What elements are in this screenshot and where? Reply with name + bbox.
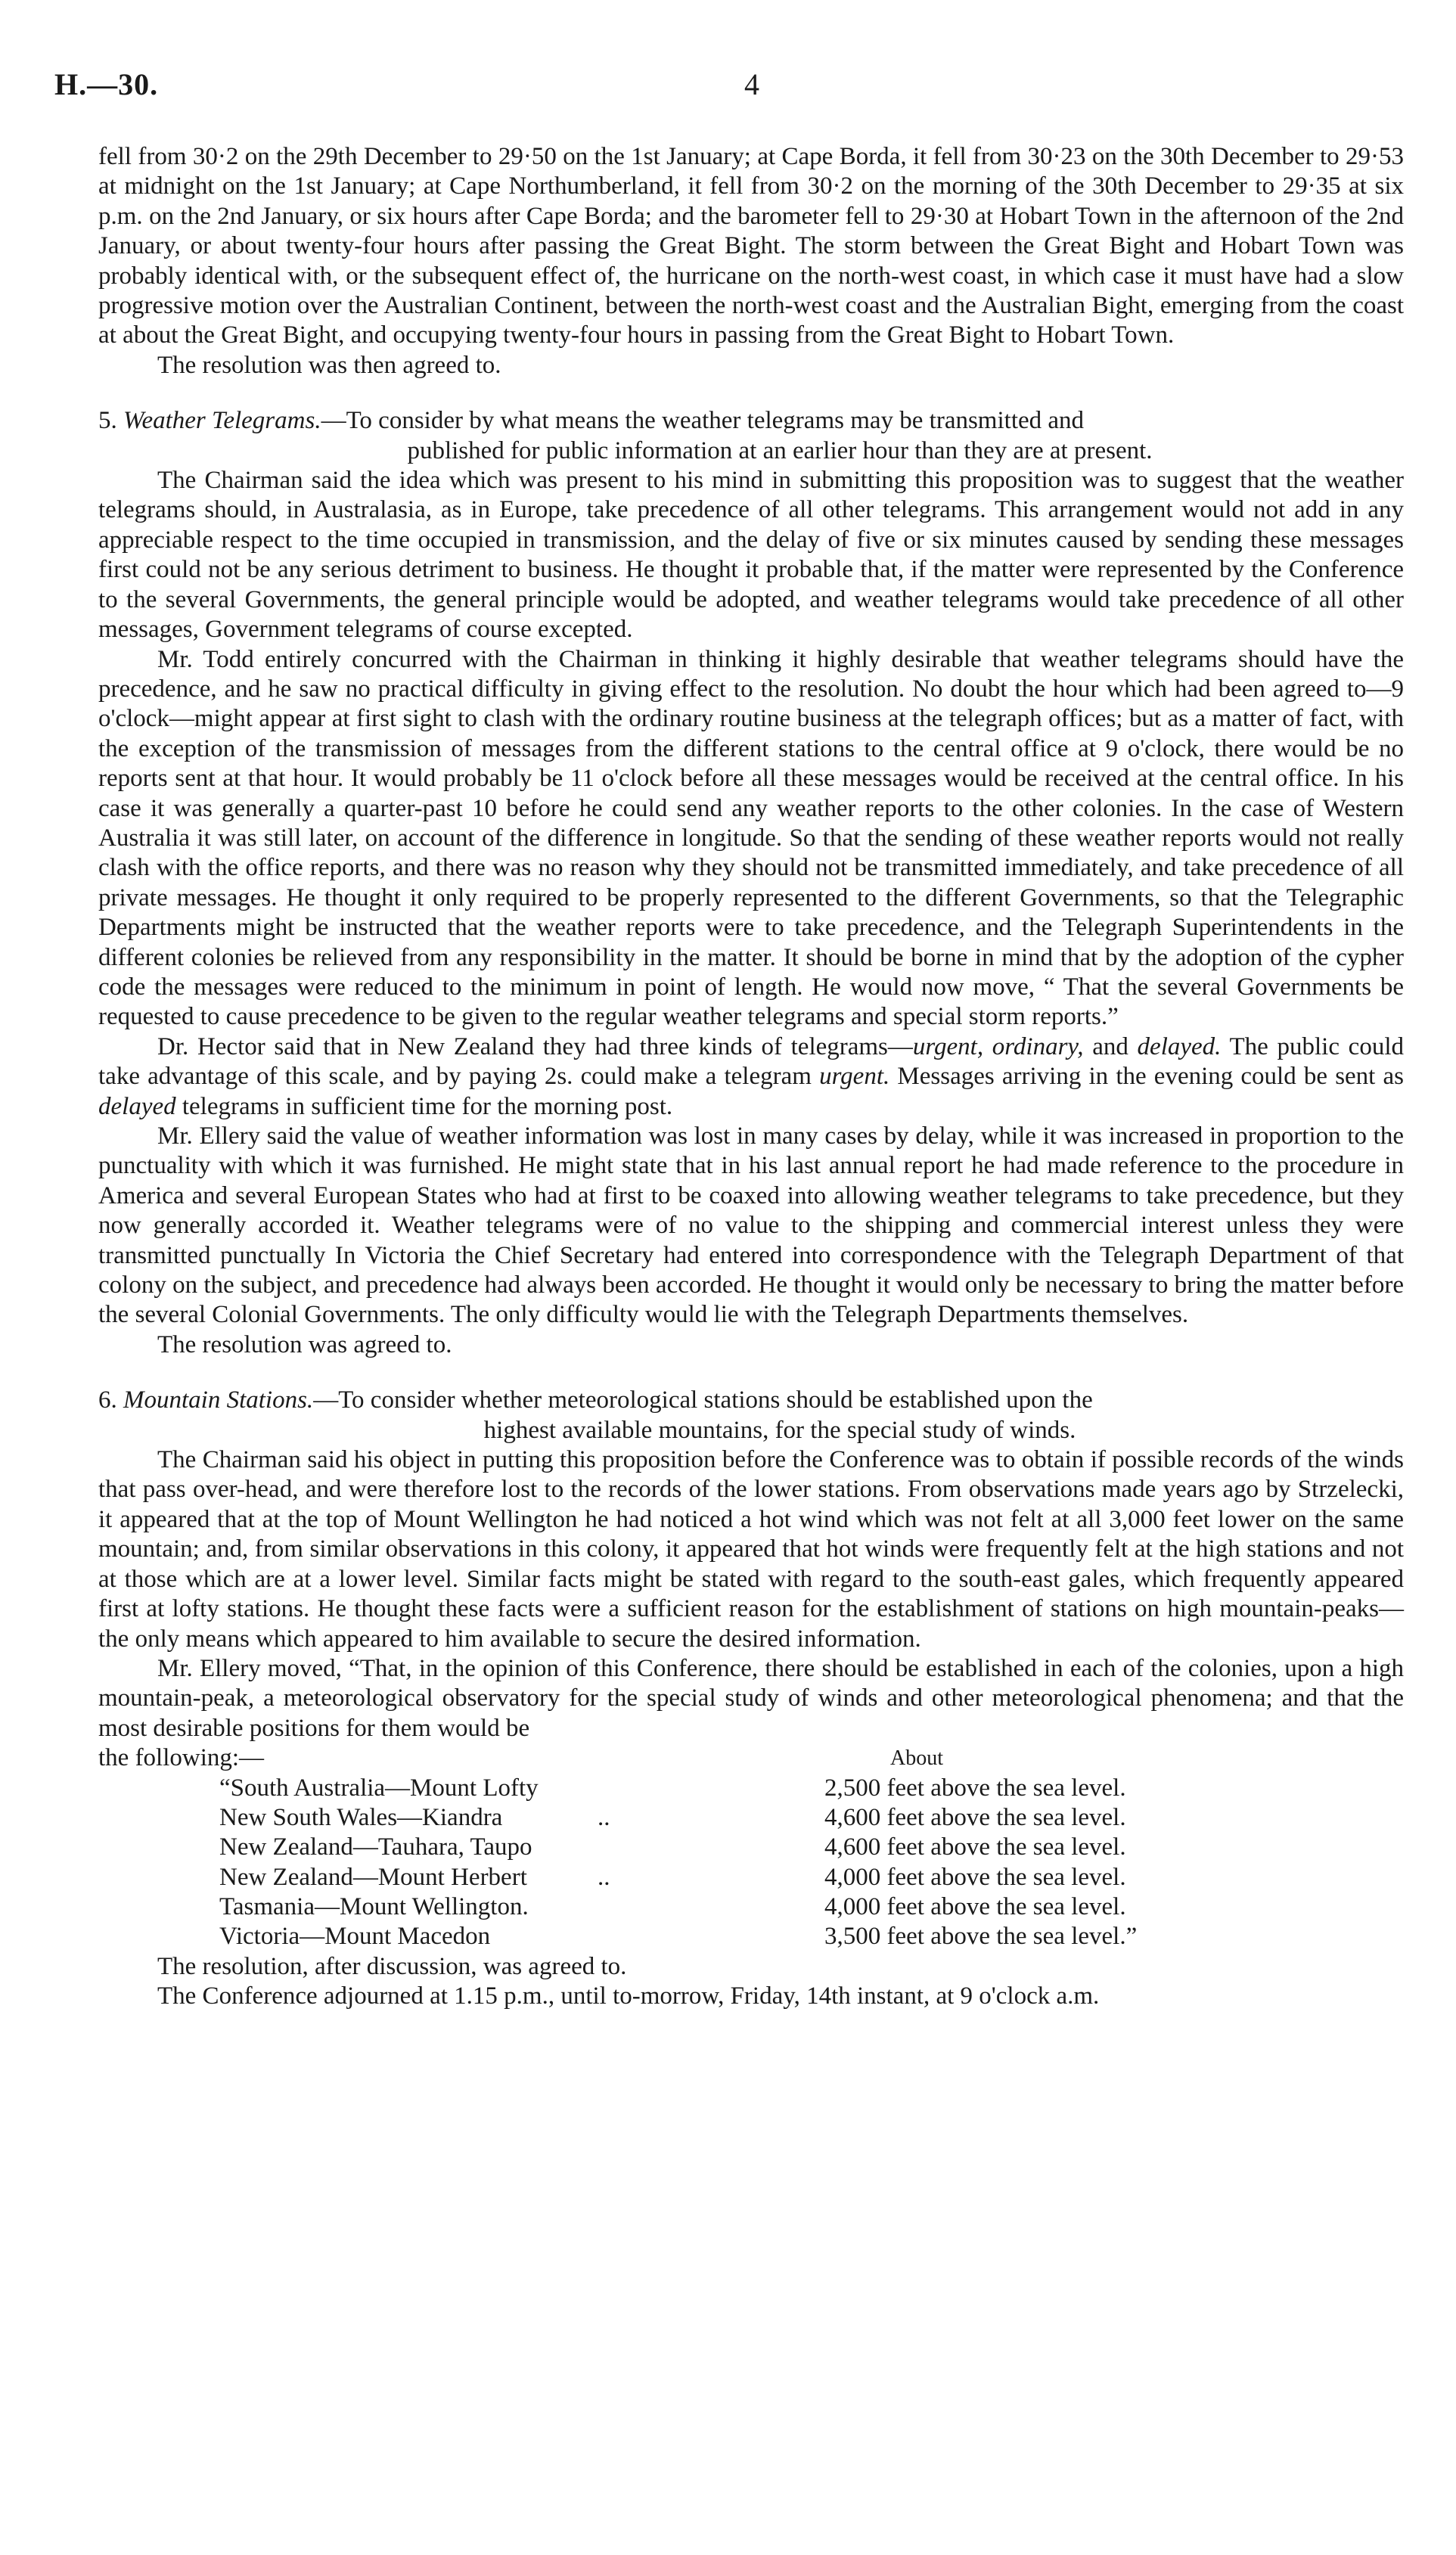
italic-term: ordinary, <box>992 1032 1084 1060</box>
station-height: 4,600 feet above the sea level. <box>824 1833 1126 1861</box>
leader-dots: .. <box>598 1863 610 1891</box>
station-height: 3,500 feet above the sea level.” <box>824 1923 1138 1951</box>
section-text: —To consider whether meteorological stations should be established upon the <box>313 1386 1093 1414</box>
list-item <box>98 1774 1404 1803</box>
station-height: 4,600 feet above the sea level. <box>824 1803 1126 1831</box>
paragraph-mr-ellery-telegrams: Mr. Ellery said the value of weather information was lost in many cases by delay, while it was increased in proportion to the punctuality with which it was furnished. He might state that in his last annual report he had made reference to the procedure in America and several European States who had at first to be coaxed into allowing weather telegrams to take precedence, but they now generally accorded it. Weather telegrams were of no value to the shipping and commercial interest unless they were transmitted punctually In Victoria the Chief Secretary had entered into correspondence with the Telegraph Department of that colony on the subject, and precedence had always been accorded. He thought it would only be necessary to bring the matter before the several Colonial Governments. The only difficulty would lie with the Telegraph Departments themselves. <box>98 1122 1404 1329</box>
station-place: Victoria—Mount Macedon <box>219 1923 491 1951</box>
paragraph-resolution-agreed: The resolution was then agreed to. <box>157 351 501 379</box>
section-number: 6. <box>98 1386 117 1414</box>
section-subtext: published for public information at an earlier hour than they are at present. <box>407 436 1153 464</box>
text-run: and <box>1083 1032 1138 1060</box>
paragraph-chairman-mountains: The Chairman said his object in putting this proposition before the Conference was to obtain if possible records of the winds that pass over-head, and were therefore lost to the records of the lower stations. From observations made years ago by Strzelecki, it appeared that at the top of Mount Wellington he had noticed a hot wind which was not felt at all 3,000 feet lower on the same mountain; and, from similar observations in this colony, it appeared that hot winds were frequently felt at the high stations and not at those which are at a lower level. Similar facts might be stated with regard to the south-east gales, which frequently appeared first at lofty stations. He thought these facts were a sufficient reason for the establishment of stations on high mountain-peaks—the only means which appeared to him available to secure the desired information. <box>98 1446 1404 1653</box>
list-item <box>98 1892 1404 1922</box>
list-item <box>98 1922 1404 1951</box>
section-title: Mountain Stations. <box>123 1386 314 1414</box>
section-weather-telegrams <box>98 406 1404 466</box>
list-item <box>98 1863 1404 1892</box>
text-run: telegrams in sufficient time for the morning post. <box>175 1092 673 1120</box>
station-place: New Zealand—Mount Herbert <box>219 1863 527 1891</box>
list-intro: the following:— <box>98 1744 265 1772</box>
section-title: Weather Telegrams. <box>123 407 321 435</box>
station-place: New South Wales—Kiandra <box>219 1803 503 1831</box>
section-subtext: highest available mountains, for the special study of winds. <box>483 1416 1076 1444</box>
paragraph-barometer-readings: fell from 30·2 on the 29th December to 29·50 on the 1st January; at Cape Borda, it fell from 30·23 on the 30th December to 29·53 at midnight on the 1st January; at Cape Northumberland, it fell from 30·2 on the morning of the 30th December to 29·35 at six p.m. on the 2nd January, or six hours after Cape Borda; and the barometer fell to 29·30 at Hobart Town in the afternoon of the 2nd January, or about twenty-four hours after passing the Great Bight. The storm between the Great Bight and Hobart Town was probably identical with, or the subsequent effect of, the hurricane on the north-west coast, in which case it must have had a slow progressive motion over the Australian Continent, between the north-west coast and the Australian Bight, emerging from the coast at about the Great Bight, and occupying twenty-four hours in passing from the Great Bight to Hobart Town. <box>98 143 1404 349</box>
italic-term: urgent. <box>819 1063 890 1091</box>
text-run: The public could take advantage of this scale, and by paying 2s. could make a telegram <box>98 1032 1404 1091</box>
station-height: 2,500 feet above the sea level. <box>824 1774 1126 1802</box>
station-height: 4,000 feet above the sea level. <box>824 1893 1126 1921</box>
paragraph-resolution-agreed-2: The resolution was agreed to. <box>157 1330 452 1358</box>
leader-dots <box>598 1774 824 1803</box>
italic-term: delayed. <box>1137 1032 1222 1060</box>
leader-dots <box>598 1833 824 1862</box>
paragraph-chairman-telegrams: The Chairman said the idea which was present to his mind in submitting this proposition was to suggest that the weather telegrams should, in Australasia, as in Europe, take precedence of all other telegrams. This arrangement would not add in any appreciable respect to the time occupied in transmission, and the delay of five or six minutes caused by sending these messages first could not be any serious detriment to business. He thought it probable that, if the matter were represented by the Conference to the several Governments, the general principle would be adopted, and weather telegrams would take precedence of all other messages, Government telegrams of course excepted. <box>98 467 1404 644</box>
page-number: 4 <box>744 67 759 101</box>
text-run: Messages arriving in the evening could be sent as <box>889 1063 1404 1091</box>
about-label: About <box>890 1746 943 1771</box>
paragraph-mr-todd: Mr. Todd entirely concurred with the Chairman in thinking it highly desirable that weather telegrams should have the precedence, and he saw no practical difficulty in giving effect to the resolution. No doubt the hour which had been agreed to—9 o'clock—might appear at first sight to clash with the ordinary routine business at the telegraph offices; but as a matter of fact, with the exception of the transmission of messages from the different stations to the central office at 9 o'clock, there would be no reports sent at that hour. It would probably be 11 o'clock before all these messages would be received at the central office. In his case it was generally a quarter-past 10 before he could send any weather reports to the other colonies. In the case of Western Australia it was still later, on account of the difference in longitude. So that the sending of these weather reports would not really clash with the office reports, and there was no reason why they should not be transmitted immediately, and take precedence of all private messages. He thought it only required to be properly represented to the different Governments, so that the Telegraphic Departments might be instructed that the weather reports were to take precedence, and the Telegraph Superintendents in the different colonies be relieved from any responsibility in the matter. It should be borne in mind that by the adoption of the cypher code the messages were reduced to the minimum in point of length. He would now move, “ That the several Governments be requested to cause precedence to be given to the regular weather telegrams and special storm reports.” <box>98 645 1404 1031</box>
text-run: Dr. Hector said that in New Zealand they had three kinds of telegrams— <box>157 1032 913 1060</box>
station-place: New Zealand—Tauhara, Taupo <box>219 1833 532 1861</box>
paragraph-mr-ellery-motion: Mr. Ellery moved, “That, in the opinion of this Conference, there should be established in each of the colonies, upon a high mountain-peak, a meteorological observatory for the special study of winds and other meteorological phenomena; and that the most desirable positions for them would be <box>98 1654 1404 1742</box>
station-place: Tasmania—Mount Wellington. <box>219 1893 529 1921</box>
station-height: 4,000 feet above the sea level. <box>824 1863 1126 1891</box>
station-list <box>98 1774 1404 1952</box>
section-mountain-stations <box>98 1386 1404 1445</box>
italic-term: urgent, <box>912 1032 984 1060</box>
document-reference: H.—30. <box>54 67 159 101</box>
list-item <box>98 1803 1404 1833</box>
leader-dots: .. <box>598 1803 610 1831</box>
italic-term: delayed <box>98 1092 176 1120</box>
list-intro-row <box>98 1743 1404 1773</box>
page-header <box>54 67 1401 112</box>
adjournment-text: The Conference adjourned at 1.15 p.m., until to-morrow, Friday, 14th instant, at 9 o'clock a.m. <box>157 1982 1100 2010</box>
section-text: —To consider by what means the weather telegrams may be transmitted and <box>321 407 1085 435</box>
section-number: 5. <box>98 407 117 435</box>
document-body <box>98 142 1404 2012</box>
station-place: “South Australia—Mount Lofty <box>219 1774 539 1802</box>
list-item <box>98 1833 1404 1862</box>
paragraph-dr-hector <box>98 1032 1404 1122</box>
paragraph-resolution-discussion: The resolution, after discussion, was agreed to. <box>157 1952 627 1980</box>
leader-dots <box>598 1922 824 1951</box>
paragraph-adjournment <box>98 1982 1404 2011</box>
leader-dots <box>598 1892 824 1922</box>
